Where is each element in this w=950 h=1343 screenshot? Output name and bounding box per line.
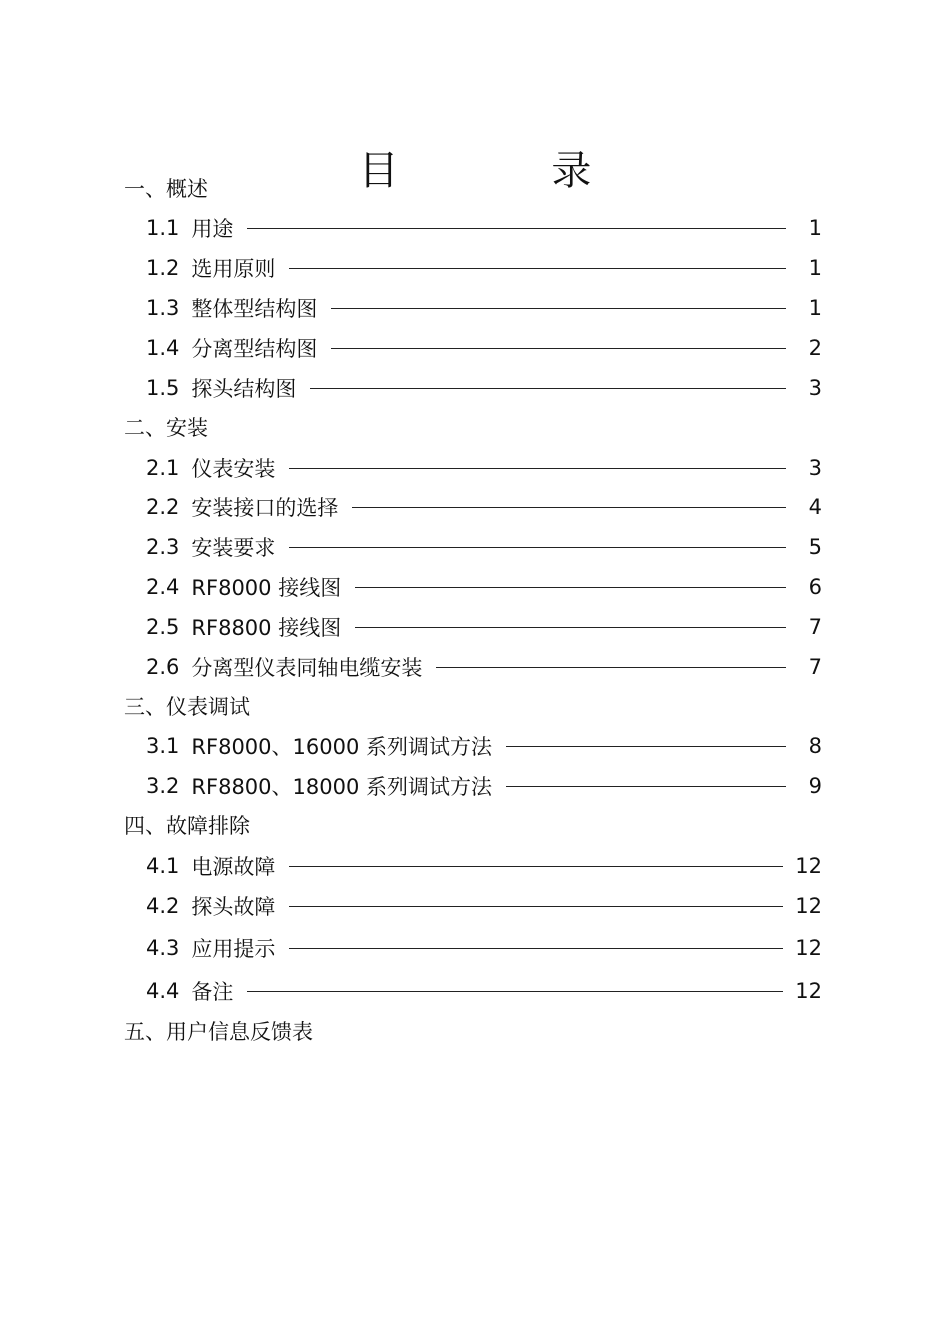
toc-leader-line xyxy=(355,627,786,628)
toc-entry-label: 用途 xyxy=(191,217,234,241)
toc-entry-number: 2.2 xyxy=(146,495,180,519)
toc-leader-line xyxy=(289,268,786,269)
toc-leader-line xyxy=(352,507,786,508)
toc-leader-line xyxy=(247,991,783,992)
toc-entry-label: RF8800、18000 系列调试方法 xyxy=(191,775,492,799)
toc-entry-label: 应用提示 xyxy=(191,937,276,961)
toc-entry-4-2[interactable] xyxy=(146,892,822,920)
toc-entry-page: 2 xyxy=(808,336,822,360)
toc-section-4[interactable]: 四、故障排除 xyxy=(124,814,250,838)
toc-entry-label: 选用原则 xyxy=(191,257,276,281)
toc-entry-page: 1 xyxy=(808,256,822,280)
toc-leader-line xyxy=(289,547,786,548)
toc-entry-page: 12 xyxy=(795,894,822,918)
toc-entry-page: 12 xyxy=(795,936,822,960)
toc-entry-2-6[interactable] xyxy=(146,653,822,681)
toc-entry-number: 1.4 xyxy=(146,336,180,360)
toc-entry-label: 探头结构图 xyxy=(191,377,297,401)
toc-section-2[interactable]: 二、安装 xyxy=(124,416,208,440)
toc-entry-label: 电源故障 xyxy=(191,855,276,879)
toc-entry-page: 4 xyxy=(808,495,822,519)
toc-entry-1-2[interactable] xyxy=(146,254,822,282)
toc-entry-4-4[interactable] xyxy=(146,977,822,1005)
toc-entry-1-5[interactable] xyxy=(146,374,822,402)
toc-entry-label: RF8000 接线图 xyxy=(191,576,342,600)
toc-entry-label: 分离型仪表同轴电缆安装 xyxy=(191,656,423,680)
toc-entry-page: 1 xyxy=(808,296,822,320)
toc-leader-line xyxy=(506,746,786,747)
toc-section-3[interactable]: 三、仪表调试 xyxy=(124,695,250,719)
toc-entry-2-1[interactable] xyxy=(146,454,822,482)
toc-entry-4-1[interactable] xyxy=(146,852,822,880)
toc-section-5[interactable]: 五、用户信息反馈表 xyxy=(124,1020,313,1044)
toc-entry-page: 12 xyxy=(795,854,822,878)
toc-entry-label: 安装接口的选择 xyxy=(191,496,339,520)
toc-entry-3-2[interactable] xyxy=(146,772,822,800)
toc-entry-1-3[interactable] xyxy=(146,294,822,322)
toc-entry-page: 8 xyxy=(808,734,822,758)
toc-entry-number: 3.2 xyxy=(146,774,180,798)
toc-entry-page: 1 xyxy=(808,216,822,240)
toc-entry-page: 12 xyxy=(795,979,822,1003)
toc-entry-number: 4.4 xyxy=(146,979,180,1003)
toc-leader-line xyxy=(289,866,783,867)
toc-entry-page: 3 xyxy=(808,456,822,480)
toc-entry-label: 整体型结构图 xyxy=(191,297,318,321)
toc-entry-label: 安装要求 xyxy=(191,536,276,560)
toc-entry-number: 1.2 xyxy=(146,256,180,280)
toc-entry-label: 备注 xyxy=(191,980,234,1004)
toc-entry-number: 1.5 xyxy=(146,376,180,400)
toc-entry-label: RF8000、16000 系列调试方法 xyxy=(191,735,492,759)
toc-entry-number: 2.4 xyxy=(146,575,180,599)
toc-entry-label: 探头故障 xyxy=(191,895,276,919)
toc-entry-number: 2.6 xyxy=(146,655,180,679)
toc-entry-1-1[interactable] xyxy=(146,214,822,242)
toc-entry-label: 分离型结构图 xyxy=(191,337,318,361)
toc-entry-page: 7 xyxy=(808,655,822,679)
toc-entry-2-3[interactable] xyxy=(146,533,822,561)
toc-entry-number: 4.3 xyxy=(146,936,180,960)
toc-leader-line xyxy=(247,228,786,229)
toc-entry-page: 5 xyxy=(808,535,822,559)
toc-entry-label: RF8800 接线图 xyxy=(191,616,342,640)
toc-entry-2-2[interactable] xyxy=(146,493,822,521)
toc-leader-line xyxy=(436,667,786,668)
toc-entry-page: 7 xyxy=(808,615,822,639)
toc-leader-line xyxy=(289,906,783,907)
page-title: 目 录 xyxy=(358,147,662,194)
toc-entry-page: 6 xyxy=(808,575,822,599)
toc-leader-line xyxy=(331,308,786,309)
toc-entry-number: 4.2 xyxy=(146,894,180,918)
toc-entry-page: 3 xyxy=(808,376,822,400)
toc-entry-2-4[interactable] xyxy=(146,573,822,601)
toc-entry-number: 2.3 xyxy=(146,535,180,559)
toc-leader-line xyxy=(289,468,786,469)
toc-leader-line xyxy=(331,348,786,349)
toc-entry-2-5[interactable] xyxy=(146,613,822,641)
toc-entry-3-1[interactable] xyxy=(146,732,822,760)
toc-leader-line xyxy=(506,786,786,787)
toc-entry-number: 1.1 xyxy=(146,216,180,240)
toc-entry-4-3[interactable] xyxy=(146,934,822,962)
toc-entry-number: 2.5 xyxy=(146,615,180,639)
toc-leader-line xyxy=(310,388,786,389)
toc-entry-page: 9 xyxy=(808,774,822,798)
toc-section-1[interactable]: 一、概述 xyxy=(124,177,208,201)
toc-leader-line xyxy=(355,587,786,588)
toc-entry-number: 2.1 xyxy=(146,456,180,480)
toc-entry-number: 1.3 xyxy=(146,296,180,320)
toc-entry-1-4[interactable] xyxy=(146,334,822,362)
toc-entry-number: 3.1 xyxy=(146,734,180,758)
toc-entry-number: 4.1 xyxy=(146,854,180,878)
toc-entry-label: 仪表安装 xyxy=(191,457,276,481)
toc-leader-line xyxy=(289,948,783,949)
